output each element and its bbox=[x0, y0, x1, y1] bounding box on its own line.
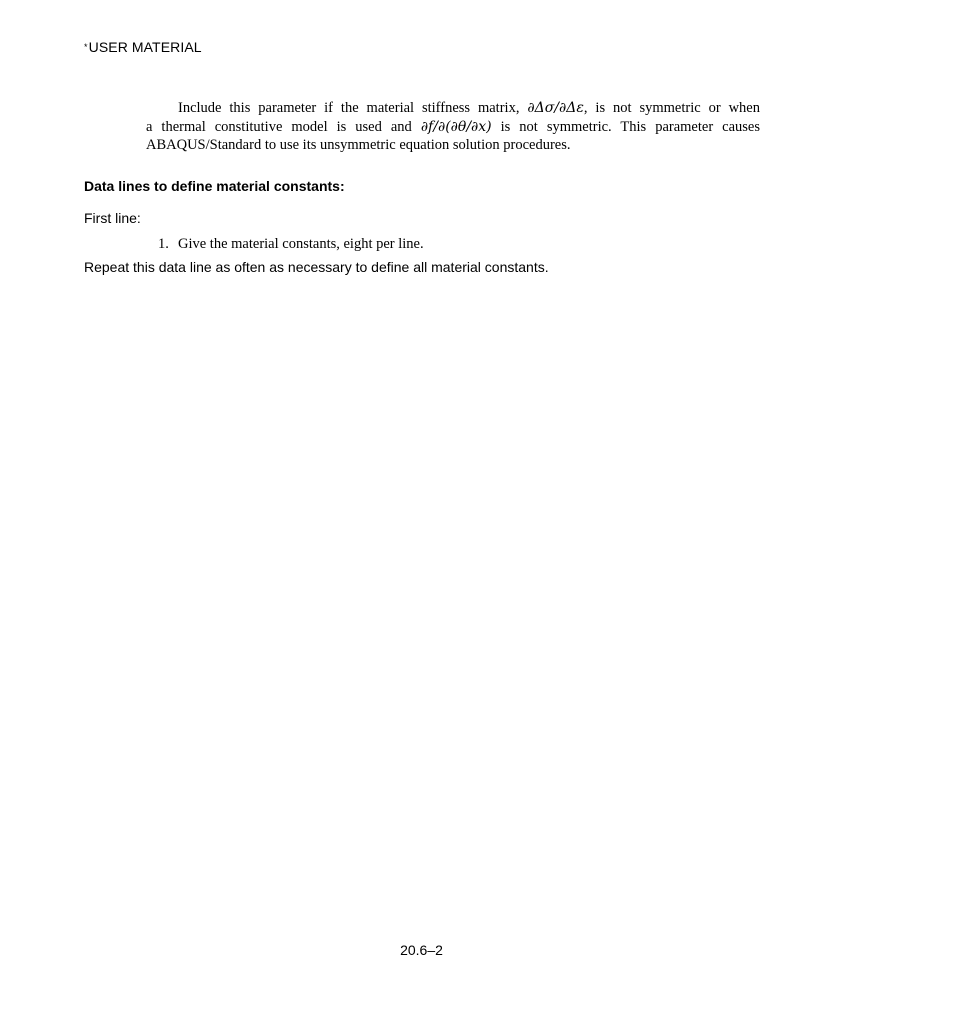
parameter-description bbox=[146, 99, 760, 155]
paragraph-line-1-text: Include this parameter if the material stiffness matrix, bbox=[178, 100, 520, 116]
section-heading: Data lines to define material constants: bbox=[84, 178, 345, 194]
repeat-note: Repeat this data line as often as necessary to define all material constants. bbox=[84, 259, 549, 275]
thermal-derivative-formula: ∂f/∂(∂θ/∂x) bbox=[420, 118, 492, 135]
list-item-number: 1. bbox=[158, 236, 169, 252]
paragraph-line-3: ABAQUS/Standard to use its unsymmetric equation solution procedures. bbox=[146, 137, 571, 153]
page-header bbox=[84, 39, 202, 55]
paragraph-line-1 bbox=[146, 99, 760, 118]
page-number: 20.6–2 bbox=[400, 942, 443, 958]
header-title: USER MATERIAL bbox=[88, 39, 202, 55]
list-item bbox=[158, 236, 424, 253]
list-item-text: Give the material constants, eight per line. bbox=[178, 236, 424, 252]
paragraph-line-2 bbox=[146, 118, 760, 137]
first-line-label: First line: bbox=[84, 210, 141, 226]
paragraph-line-1-tail: , is not symmetric or when bbox=[583, 100, 760, 116]
paragraph-line-2-text: a thermal constitutive model is used and bbox=[146, 118, 412, 135]
stiffness-derivative-formula: ∂Δσ/∂Δε bbox=[527, 100, 584, 116]
header-star: * bbox=[84, 42, 88, 52]
paragraph-line-2-tail: is not symmetric. This parameter causes bbox=[500, 118, 760, 135]
